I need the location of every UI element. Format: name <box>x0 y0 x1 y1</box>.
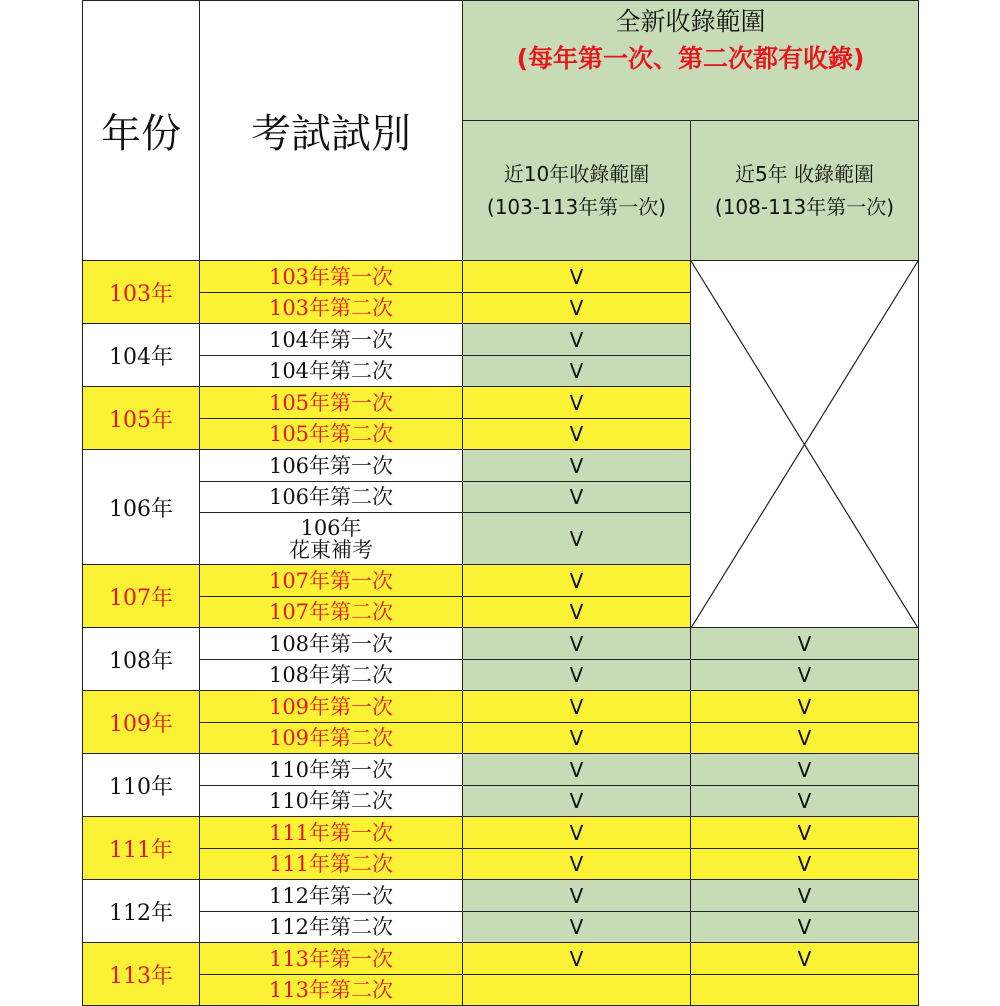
ten-year-header-line2: (103-113年第一次) <box>486 194 667 219</box>
exam-label: 113年第一次 <box>268 946 394 971</box>
ten-year-header-line1: 近10年收錄範圍 <box>503 161 650 186</box>
exam-label: 104年第二次 <box>268 359 394 383</box>
ten-year-check-mark: V <box>462 323 691 356</box>
exam-label: 106年 <box>300 515 362 540</box>
ten-year-check-mark: V <box>462 911 691 943</box>
exam-label: 103年第二次 <box>268 296 394 320</box>
ten-year-check-mark: V <box>462 355 691 387</box>
year-cell: 108年 <box>82 627 200 691</box>
exam-label: 112年第二次 <box>268 915 394 939</box>
exam-label: 106年第一次 <box>268 453 394 478</box>
ten-year-check-mark: V <box>462 785 691 817</box>
five-year-check-mark: V <box>690 848 919 880</box>
ten-year-check-mark: V <box>462 627 691 660</box>
year-column-header: 年份 <box>82 0 200 261</box>
exam-label: 104年第一次 <box>268 327 394 352</box>
exam-label-cell <box>199 481 463 513</box>
coverage-header <box>462 0 919 121</box>
five-year-check-mark: V <box>690 816 919 849</box>
ten-year-check-mark: V <box>462 942 691 975</box>
five-year-check-mark: V <box>690 627 919 660</box>
exam-label-cell <box>199 659 463 691</box>
exam-label-cell <box>199 753 463 786</box>
ten-year-check-mark: V <box>462 816 691 849</box>
ten-year-check-mark: V <box>462 512 691 565</box>
five-year-header-line1: 近5年 收錄範圍 <box>734 161 875 186</box>
year-cell: 109年 <box>82 690 200 754</box>
ten-year-check-mark: V <box>462 481 691 513</box>
ten-year-column-header <box>462 120 691 261</box>
exam-label-cell <box>199 386 463 419</box>
ten-year-check-mark: V <box>462 659 691 691</box>
exam-label: 106年第二次 <box>268 485 394 509</box>
exam-label-cell <box>199 449 463 482</box>
five-year-not-covered-box <box>690 260 919 629</box>
exam-label-cell <box>199 418 463 450</box>
exam-label: 111年第二次 <box>268 852 394 876</box>
ten-year-check-mark: V <box>462 722 691 754</box>
five-year-check-mark: V <box>690 753 919 786</box>
exam-label: 105年第二次 <box>268 422 394 446</box>
ten-year-check-mark: V <box>462 564 691 597</box>
year-cell: 105年 <box>82 386 200 450</box>
exam-label-cell <box>199 974 463 1006</box>
exam-label: 110年第一次 <box>268 757 394 782</box>
cross-out-mark <box>691 261 918 628</box>
five-year-header-line2: (108-113年第一次) <box>714 194 895 219</box>
exam-label-cell <box>199 911 463 943</box>
exam-label: 108年第一次 <box>268 631 394 656</box>
exam-label: 113年第二次 <box>268 978 394 1002</box>
year-cell: 111年 <box>82 816 200 880</box>
exam-label: 110年第二次 <box>268 789 394 813</box>
exam-label-cell <box>199 627 463 660</box>
exam-label-cell <box>199 564 463 597</box>
five-year-check-mark: V <box>690 879 919 912</box>
year-cell: 103年 <box>82 260 200 324</box>
ten-year-check-mark: V <box>462 690 691 723</box>
exam-label-cell <box>199 292 463 324</box>
year-cell: 104年 <box>82 323 200 387</box>
five-year-check-mark: V <box>690 942 919 975</box>
five-year-check-mark <box>690 974 919 1006</box>
exam-column-header: 考試試別 <box>199 0 463 261</box>
ten-year-check-mark: V <box>462 753 691 786</box>
exam-label-cell <box>199 816 463 849</box>
ten-year-check-mark: V <box>462 292 691 324</box>
exam-label-cell <box>199 848 463 880</box>
five-year-check-mark: V <box>690 659 919 691</box>
ten-year-check-mark: V <box>462 418 691 450</box>
exam-label: 109年第一次 <box>268 694 394 719</box>
exam-label-cell <box>199 879 463 912</box>
ten-year-check-mark: V <box>462 879 691 912</box>
year-cell: 106年 <box>82 449 200 565</box>
exam-label: 103年第一次 <box>268 264 394 289</box>
exam-label-cell <box>199 722 463 754</box>
five-year-check-mark: V <box>690 722 919 754</box>
ten-year-check-mark: V <box>462 596 691 628</box>
five-year-check-mark: V <box>690 690 919 723</box>
year-cell: 113年 <box>82 942 200 1006</box>
exam-label-cell <box>199 355 463 387</box>
year-cell: 110年 <box>82 753 200 817</box>
exam-label: 109年第二次 <box>268 726 394 750</box>
exam-label: 112年第一次 <box>268 883 394 908</box>
ten-year-check-mark: V <box>462 260 691 293</box>
exam-label: 107年第一次 <box>268 568 394 593</box>
exam-label-cell <box>199 260 463 293</box>
exam-label-cell <box>199 323 463 356</box>
coverage-note: (每年第一次、第二次都有收錄) <box>516 44 865 73</box>
exam-label-cell <box>199 596 463 628</box>
exam-label: 105年第一次 <box>268 390 394 415</box>
exam-label: 108年第二次 <box>268 663 394 687</box>
five-year-column-header <box>690 120 919 261</box>
coverage-title: 全新收錄範圍 <box>615 7 766 36</box>
year-cell: 107年 <box>82 564 200 628</box>
ten-year-check-mark: V <box>462 386 691 419</box>
exam-label-cell <box>199 690 463 723</box>
five-year-check-mark: V <box>690 785 919 817</box>
exam-label: 107年第二次 <box>268 600 394 624</box>
exam-label-cell <box>199 785 463 817</box>
exam-label-line2: 花東補考 <box>289 537 373 562</box>
five-year-check-mark: V <box>690 911 919 943</box>
exam-label-cell <box>199 942 463 975</box>
exam-label: 111年第一次 <box>268 820 394 845</box>
ten-year-check-mark: V <box>462 449 691 482</box>
exam-label-cell <box>199 512 463 565</box>
ten-year-check-mark: V <box>462 848 691 880</box>
ten-year-check-mark <box>462 974 691 1006</box>
year-cell: 112年 <box>82 879 200 943</box>
